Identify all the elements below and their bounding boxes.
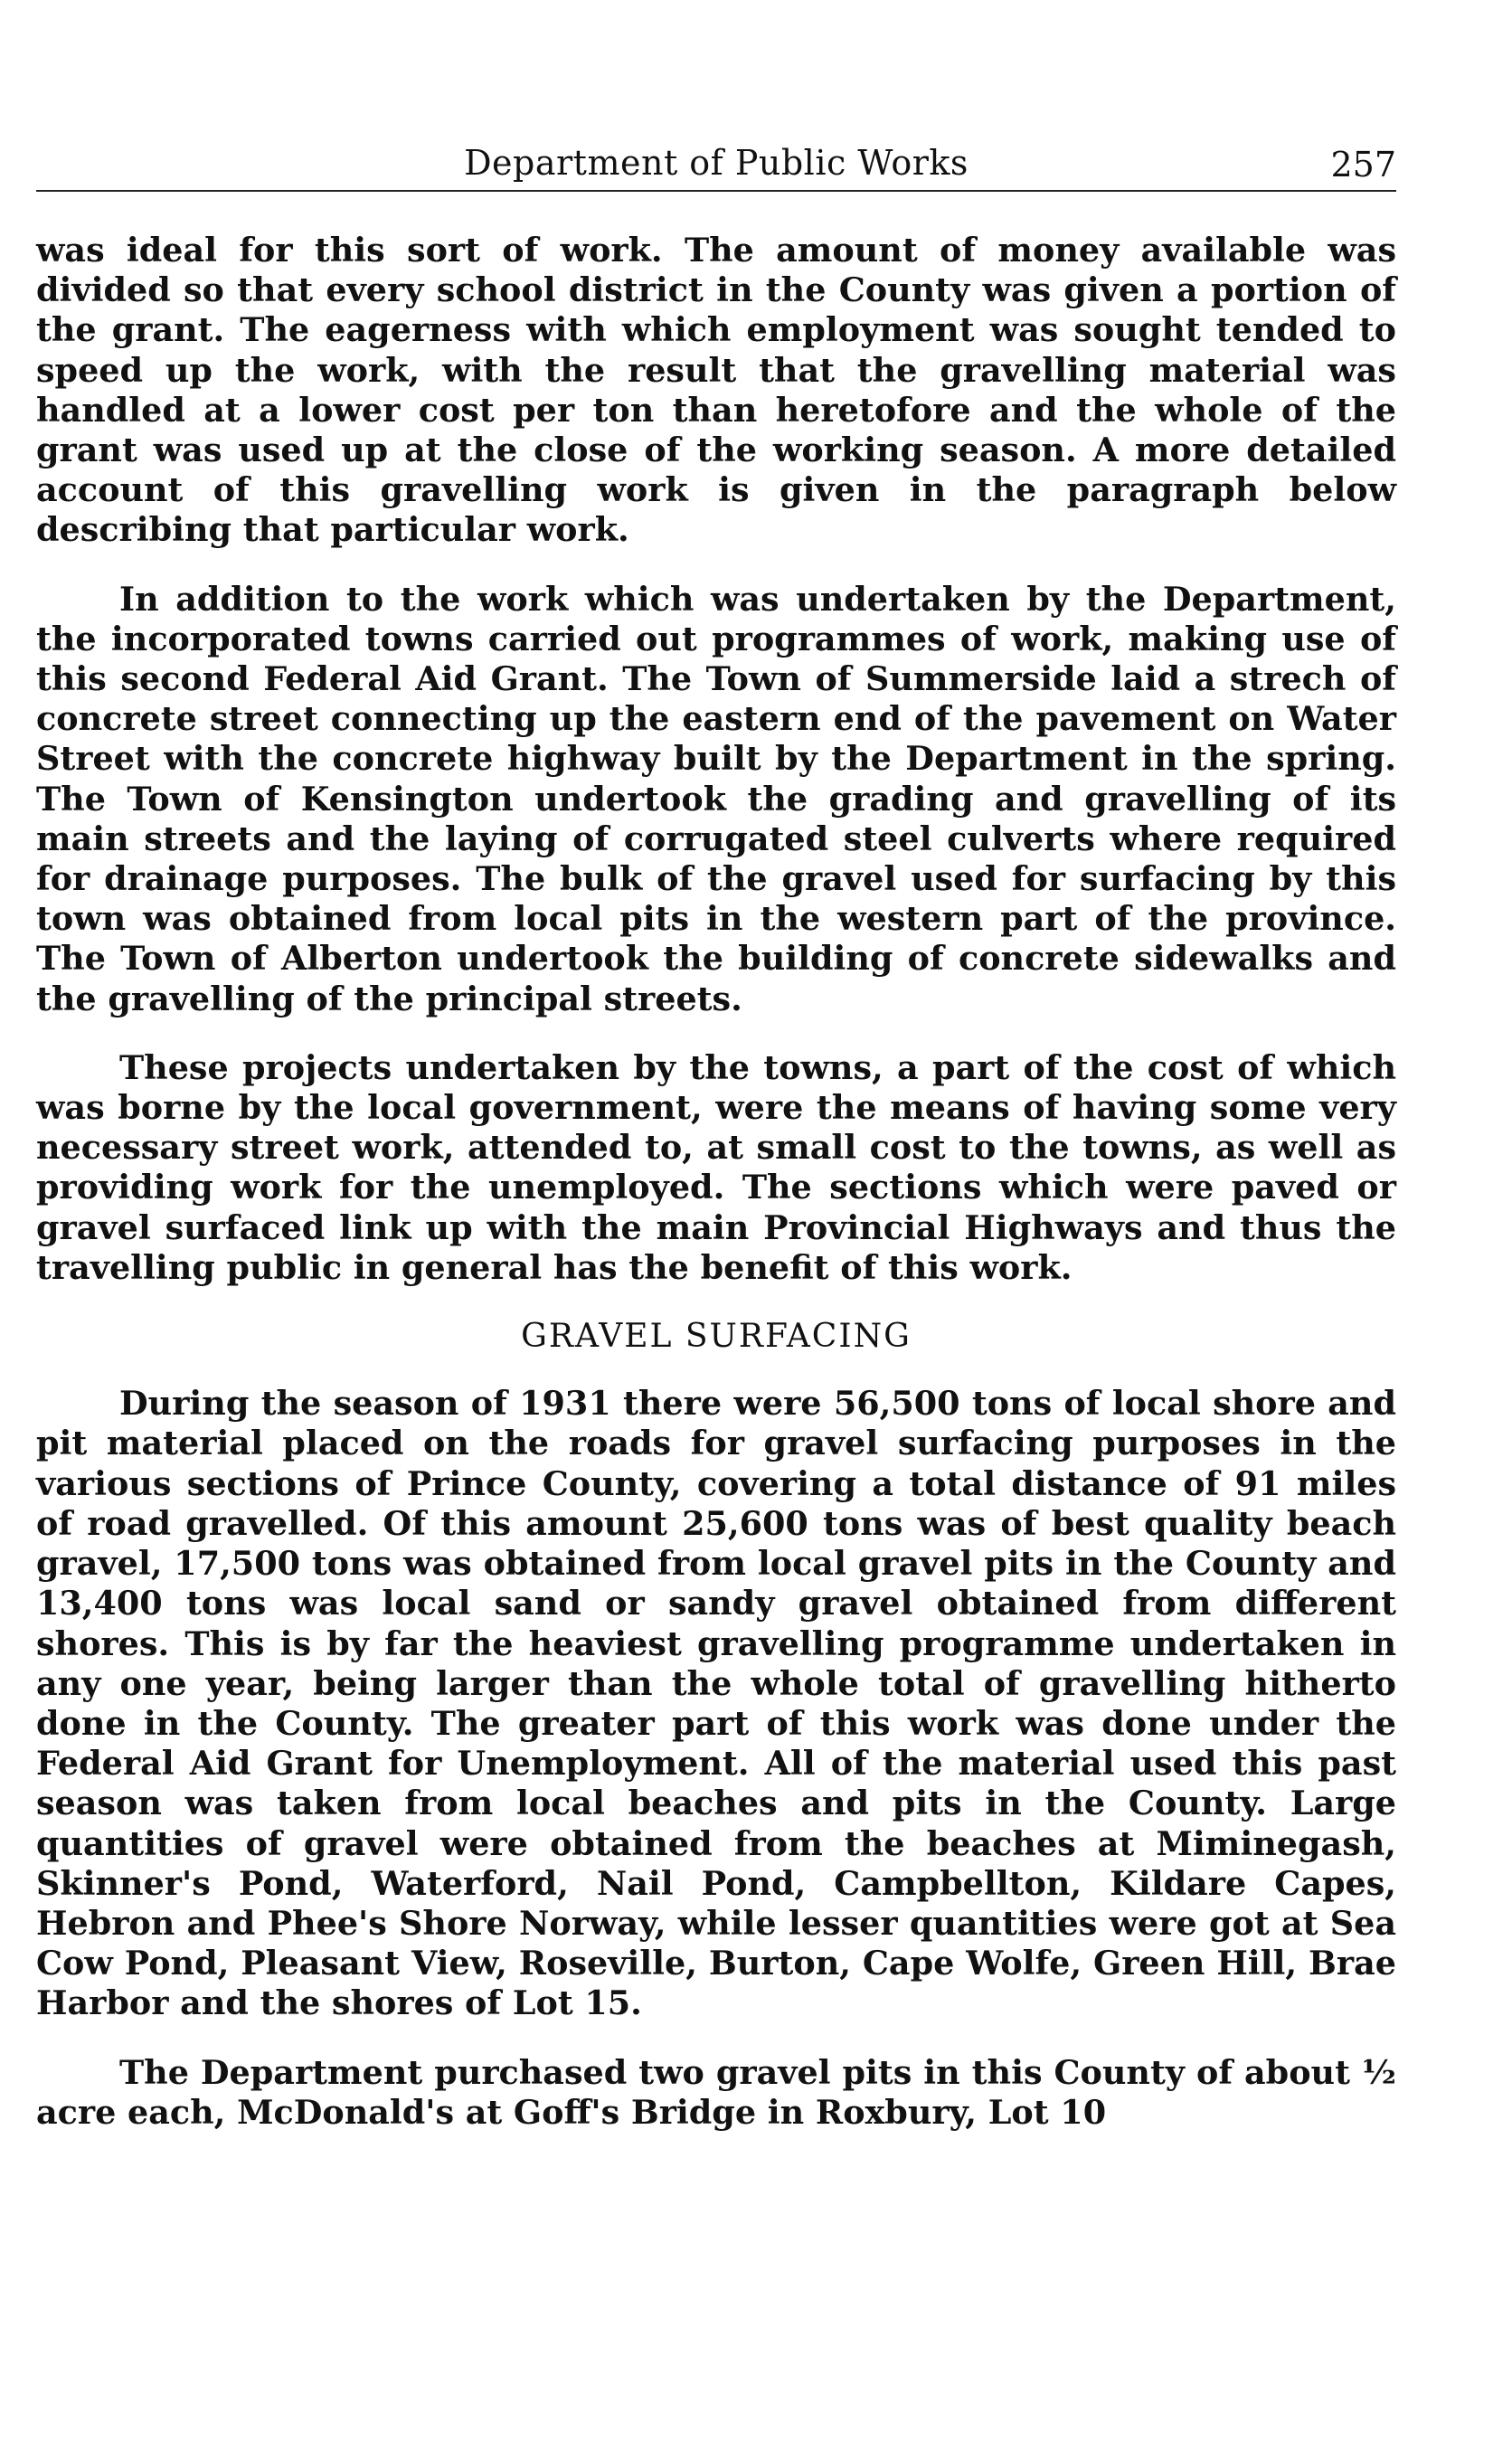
paragraph-gravel-pits: The Department purchased two gravel pits in this County of about ½ acre each, McDonald's at Goff's Bridge in Roxbury, Lot 10 <box>36 2052 1396 2132</box>
page-number: 257 <box>1330 145 1396 185</box>
paragraph-continuation: was ideal for this sort of work. The amount of money available was divided so that every school district in the County was given a portion of the grant. The eagerness with which employment was sought tended to speed up the work, with the result that the gravelling material was handled at a lower cost per ton than heretofore and the whole of the grant was used up at the close of the working season. A more detailed account of this gravelling work is given in the paragraph below describing that particular work. <box>36 231 1396 550</box>
running-header <box>36 136 1396 192</box>
paragraph-towns-programmes: In addition to the work which was undertaken by the Department, the incorporated towns carried out programmes of work, making use of this second Federal Aid Grant. The Town of Summerside laid a strech of concrete street connecting up the eastern end of the pavement on Water Street with the concrete highway built by the Department in the spring. The Town of Kensington undertook the grading and gravelling of its main streets and the laying of corrugated steel culverts where required for drainage purposes. The bulk of the gravel used for surfacing by this town was obtained from local pits in the western part of the province. The Town of Alberton undertook the building of concrete sidewalks and the gravelling of the principal streets. <box>36 579 1396 1018</box>
paragraph-town-projects: These projects undertaken by the towns, a part of the cost of which was borne by the local government, were the means of having some very necessary street work, attended to, at small cost to the towns, as well as providing work for the unemployed. The sections which were paved or gravel surfaced link up with the main Provincial Highways and thus the travelling public in general has the benefit of this work. <box>36 1047 1396 1287</box>
body-text <box>36 231 1396 2162</box>
paragraph-gravel-season: During the season of 1931 there were 56,500 tons of local shore and pit material placed on the roads for gravel surfacing purposes in the various sections of Prince County, covering a total distance of 91 miles of road gravelled. Of this amount 25,600 tons was of best quality beach gravel, 17,500 tons was obtained from local gravel pits in the County and 13,400 tons was local sand or sandy gravel obtained from different shores. This is by far the heaviest gravelling programme undertaken in any one year, being larger than the whole total of gravelling hitherto done in the County. The greater part of this work was done under the Federal Aid Grant for Unemployment. All of the material used this past season was taken from local beaches and pits in the County. Large quantities of gravel were obtained from the beaches at Miminegash, Skinner's Pond, Waterford, Nail Pond, Campbellton, Kildare Capes, Hebron and Phee's Shore Norway, while lesser quantities were got at Sea Cow Pond, Pleasant View, Roseville, Burton, Cape Wolfe, Green Hill, Brae Harbor and the shores of Lot 15. <box>36 1384 1396 2023</box>
running-title: Department of Public Works <box>464 143 969 183</box>
section-heading: GRAVEL SURFACING <box>521 1318 912 1356</box>
